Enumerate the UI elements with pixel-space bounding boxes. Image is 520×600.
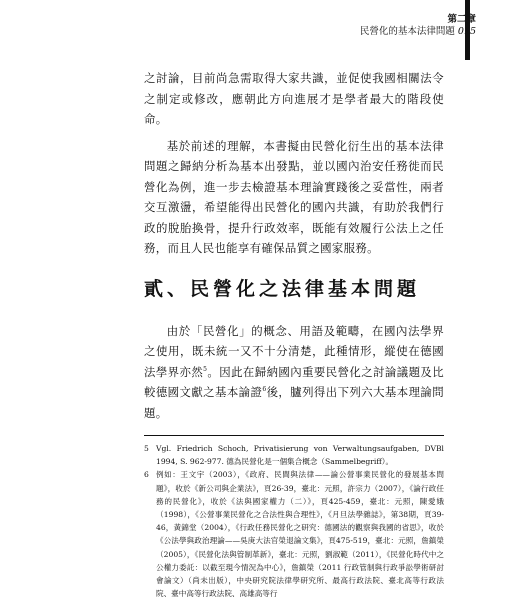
footnote-ref-6[interactable]: 6 — [262, 386, 267, 394]
paragraph-text-3: 後，臚列得出下列六大基本理論問題。 — [144, 385, 444, 420]
chapter-label: 第二章 — [447, 14, 476, 25]
footnote-5 — [144, 442, 444, 468]
paragraph-section-intro — [144, 321, 444, 424]
footnote-number: 5 — [144, 444, 149, 453]
footnote-6 — [144, 468, 444, 600]
chapter-title: 民營化的基本法律問題 — [359, 26, 455, 37]
footnote-divider — [144, 435, 444, 436]
running-title — [360, 26, 476, 38]
running-header — [360, 14, 476, 38]
section-heading: 貳、民營化之法律基本問題 — [144, 277, 421, 300]
footnote-text: Vgl. Friedrich Schoch, Privatisierung von Verwaltungsaufgaben, DVBl 1994, S. 962-977. 德為民營化是一個集合概念（Sammelbegriff）。 — [156, 444, 444, 467]
paragraph-continued: 之討論，目前尚急需取得大家共識，並促使我國相關法令之制定或修改，應朝此方向進展才是學者最大的階段使命。 — [144, 71, 444, 126]
paragraph-text-1: 由於「民營化」的概念、用語及範疇，在國內法學界之使用，既未統一又不十分清楚，此種情形，縱使在德國法學界亦然 — [144, 323, 444, 379]
footnote-text: 例如：王文宇（2003），《政府、民間與法律——論公營事業民營化的發展基本問題》，收於《新公司與企業法》，頁26-39，臺北：元照，許宗力（2007），《論行政任務的民營化》，收於《法與國家權力（二）》，頁425-459，臺北：元照，陳愛娥（1998），《公營事業民營化之合法性與合理性》，《月旦法學雜誌》，第38期，頁39-46，黃錦堂（2004），《行政任務民營化之研究：德國法的觀察與我國的省思》，收於《公法學與政治理論——吳庚大法官榮退論文集》，頁475-519，臺北：元照，詹鎮榮（2005），《民營化法與管制革新》，臺北：元照，劉淑範（2011），《民營化時代中之公權力委託：以截至現今情況為中心》，詹鎮榮（2011 行政管制與行政爭訟學術研討會論文）（尚未出版），中央研究院法律學研究所、最高行政法院、臺北高等行政法院、臺中高等行政法院、高雄高等行 — [156, 470, 444, 599]
page-body — [144, 68, 444, 600]
footnote-ref-5[interactable]: 5 — [203, 365, 208, 373]
paragraph-basis: 基於前述的理解，本書擬由民營化衍生出的基本法律問題之歸納分析為基本出發點，並以國內治安任務徙而民營化為例，進一步去檢證基本理論實踐後之妥當性，兩者交互激盪，希望能得出民營化的國內共識，有助於我們行政的脫胎換骨，提升行政效率，既能有效履行公法上之任務，而且人民也能享有確保品質之國家服務。 — [144, 138, 444, 255]
paragraph-text-2: 。因此在歸納國內重要民營化之討論議題及比較德國文獻之基本論證 — [144, 364, 444, 399]
footnote-number: 6 — [144, 470, 149, 480]
page-number: 015 — [457, 26, 476, 37]
